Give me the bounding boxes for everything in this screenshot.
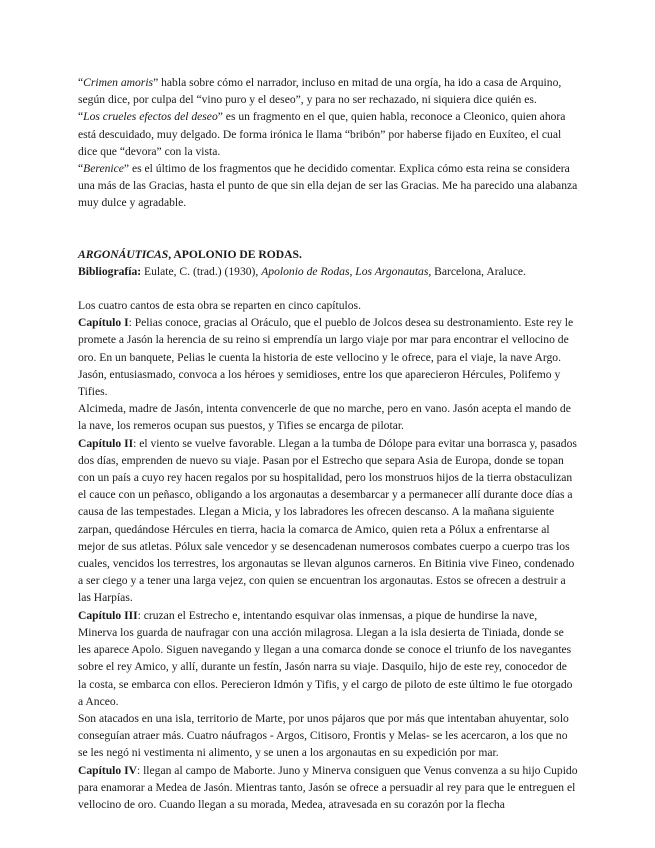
intro-paragraph: Los cuatro cantos de esta obra se reparten en cinco capítulos. (78, 299, 361, 313)
section-heading: ARGONÁUTICAS, APOLONIO DE RODAS. (78, 247, 302, 261)
bibliography: Bibliografía: Eulate, C. (trad.) (1930), Apolonio de Rodas, Los Argonautas, Barcelona, Araluce. (78, 264, 526, 278)
chapter-3-continued: Son atacados en una isla, territorio de Marte, por unos pájaros que por más que intentaban ahuyentar, solo conseguían atraer más. Cuatro náufragos - Argos, Citisoro, Frontis y Melas- se les acercaron, a los que no se les negó ni vestimenta ni alimento, y se unen a los argonautas en su expedición por mar. (78, 711, 569, 760)
chapter-label: Capítulo IV (78, 763, 137, 777)
chapter-label: Capítulo III (78, 608, 138, 622)
chapter-1-paragraph: Capítulo I: Pelias conoce, gracias al Oráculo, que el pueblo de Jolcos desea su destronamiento. Este rey le promete a Jasón la herencia de su reino si emprendía un largo viaje por mar para encontrar el vellocino de oro. En un banquete, Pelias le cuenta la historia de este vellocino y le ofrece, para el viaje, la nave Argo. Jasón, entusiasmado, convoca a los héroes y semidioses, entre los que aparecieron Hércules, Polifemo y Tifies. (78, 316, 574, 399)
work-title: Berenice (83, 162, 124, 176)
work-title: Los crueles efectos del deseo (83, 110, 218, 124)
page-text (78, 74, 578, 813)
bibliography-label: Bibliografía: (78, 264, 142, 278)
chapter-1-continued: Alcimeda, madre de Jasón, intenta convencerle de que no marche, pero en vano. Jasón acepta el mando de la nave, los remeros ocupan sus puestos, y Tifies se encarga de pilotar. (78, 402, 571, 433)
chapter-label: Capítulo I (78, 316, 129, 330)
section-title-italic: ARGONÁUTICAS (78, 247, 169, 261)
paragraph-berenice: “Berenice” es el último de los fragmentos que he decidido comentar. Explica cómo esta reina se considera una más de las Gracias, hasta el punto de que sin ella dejan de ser las Gracias. Me ha parecido una alabanza muy dulce y agradable. (78, 162, 578, 210)
chapter-4-paragraph: Capítulo IV: llegan al campo de Maborte. Juno y Minerva consiguen que Venus convenza a su hijo Cupido para enamorar a Medea de Jasón. Mientras tanto, Jasón se ofrece a persuadir al rey para que le entreguen el vellocino de oro. Cuando llegan a su morada, Medea, atravesada en su corazón por la flecha (78, 763, 578, 811)
chapter-label: Capítulo II (78, 436, 134, 450)
work-title: Crimen amoris (83, 76, 154, 89)
paragraph-crueles-efectos: “Los crueles efectos del deseo” es un fragmento en el que, quien habla, reconoce a Cleonico, quien ahora está descuidado, muy delgado. De forma irónica le llama “bribón” por haberse fijado en Euxíteo, el cual dice que “devora” con la vista. (78, 110, 566, 158)
chapter-3-paragraph: Capítulo III: cruzan el Estrecho e, intentando esquivar olas inmensas, a pique de hundirse la nave, Minerva los guarda de naufragar con una acción milagrosa. Llegan a la isla desierta de Tiniada, donde se les aparece Apolo. Siguen navegando y llegan a una comarca donde se conoce el triunfo de los navegantes sobre el rey Amico, y allí, durante un festín, Jasón narra su viaje. Dasquilo, hijo de este rey, conocedor de la costa, se embarca con ellos. Perecieron Idmón y Tifis, y el cargo de piloto de este último le fue otorgado a Anceo. (78, 608, 573, 708)
chapter-2-paragraph: Capítulo II: el viento se vuelve favorable. Llegan a la tumba de Dólope para evitar una borrasca y, pasados dos días, emprenden de nuevo su viaje. Pasan por el Estrecho que separa Asia de Europa, donde se topan con un país a cuyo rey hacen regalos por su hospitalidad, pero los monstruos hijos de la tierra obstaculizan el cauce con un peñasco, obligando a los argonautas a desembarcar y a permanecer allí durante doce días a causa de las tempestades. Llegan a Micia, y los labradores les ofrecen descanso. A la mañana siguiente zarpan, quedándose Hércules en tierra, hacia la comarca de Amico, quien reta a Pólux a enfrentarse al mejor de sus atletas. Pólux sale vencedor y se desencadenan numerosos combates cuerpo a cuerpo tras los cuales, vencidos los terrestres, los argonautas se llevan algunos carneros. En Bitinia vive Fineo, condenado a ser ciego y a tener una larga vejez, con quien se encuentran los argonautas. Estos se ofrecen a destruir a las Harpías. (78, 436, 577, 605)
paragraph-crimen-amoris: “Crimen amoris” habla sobre cómo el narrador, incluso en mitad de una orgía, ha ido a casa de Arquino, según dice, por culpa del “vino puro y el deseo”, y para no ser rechazado, ni siquiera dice quién es. (78, 76, 562, 107)
